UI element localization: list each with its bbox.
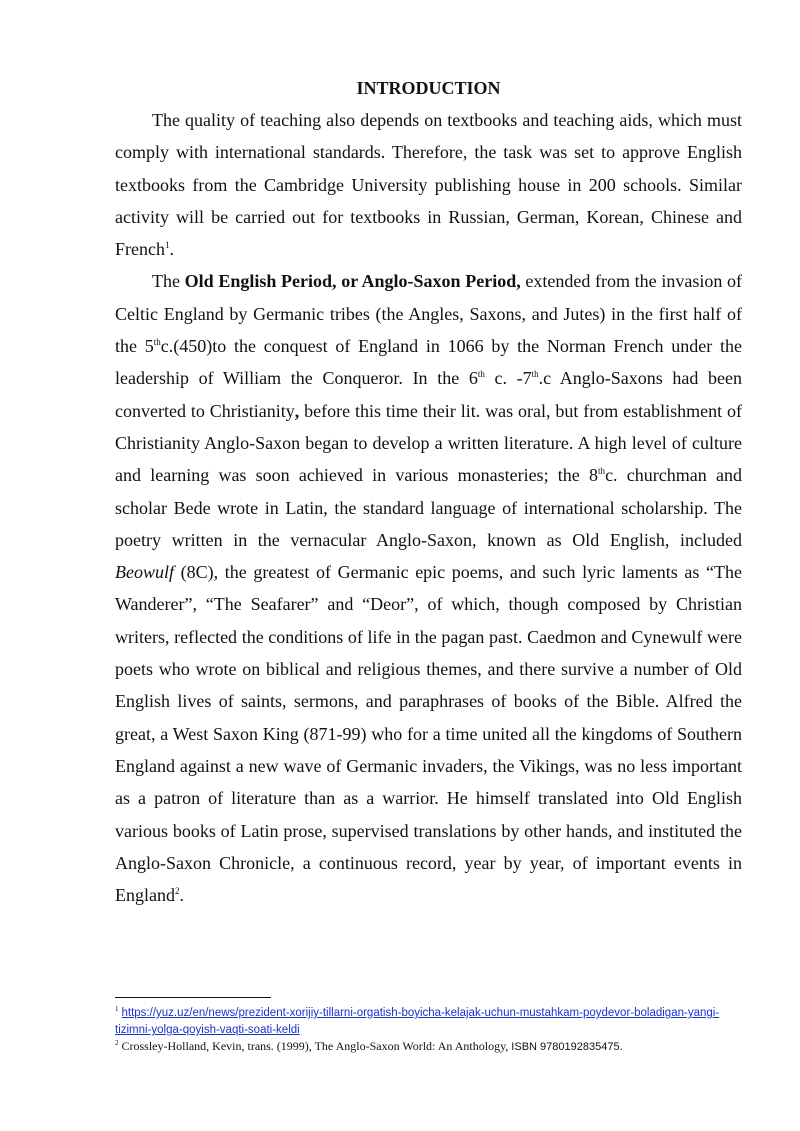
ordinal-suffix: th bbox=[477, 369, 485, 380]
footnote-ref-1[interactable]: 1 bbox=[164, 240, 170, 251]
ordinal-suffix: th bbox=[153, 337, 161, 348]
paragraph-text: c. -7 bbox=[484, 368, 532, 389]
footnote-marker: 1 bbox=[115, 1005, 119, 1013]
footnote-marker: 2 bbox=[115, 1039, 119, 1047]
ordinal-suffix: th bbox=[531, 369, 539, 380]
bold-term: Old English Period, or Anglo-Saxon Period, bbox=[184, 271, 521, 292]
paragraph-text-end: . bbox=[169, 239, 174, 260]
paragraph-text: The bbox=[152, 271, 185, 292]
bold-comma: , bbox=[294, 400, 300, 421]
paragraph-text: c. churchman and scholar Bede wrote in Latin, the standard language of international scholarship. The poetry written in the vernacular Anglo-Saxon, known as Old English, included bbox=[115, 465, 742, 550]
document-body bbox=[115, 72, 742, 911]
footnote-ref-2[interactable]: 2 bbox=[175, 886, 180, 897]
footnotes-section bbox=[115, 997, 742, 1055]
paragraph-text: extended from the invasion of Celtic England by Germanic tribes (the Angles, Saxons, and Jutes) in the first half of the 5 bbox=[115, 271, 742, 357]
footnote-text-end: . bbox=[619, 1039, 623, 1053]
italic-title: Beowulf bbox=[115, 562, 174, 583]
page-title: INTRODUCTION bbox=[356, 78, 501, 98]
paragraph-text: .c Anglo-Saxons had been converted to Christianity bbox=[115, 368, 742, 421]
ordinal-suffix: th bbox=[598, 466, 606, 477]
paragraph-text: (8C), the greatest of Germanic epic poems, and such lyric laments as “The Wanderer”, “The Seafarer” and “Deor”, of which, though composed by Christian writers, reflected the conditions of life in the pagan past. Caedmon and Cynewulf were poets who wrote on biblical and religious themes, and there survive a number of Old English lives of saints, sermons, and paraphrases of books of the Bible. Alfred the great, a West Saxon King (871-99) who for a time united all the kingdoms of Southern England against a new wave of Germanic invaders, the Vikings, was no less important as a patron of literature than as a warrior. He himself translated into Old English various books of Latin prose, supervised translations by other hands, and instituted the Anglo-Saxon Chronicle, a continuous record, year by year, of important events in England bbox=[115, 562, 742, 906]
paragraph-text: before this time their lit. was oral, but from establishment of Christianity Anglo-Saxon began to develop a written literature. A high level of culture and learning was soon achieved in various monasteries; the 8 bbox=[115, 400, 743, 486]
intro-paragraph bbox=[115, 104, 742, 265]
footnote-2 bbox=[115, 1038, 742, 1055]
footnote-text: Crossley-Holland, Kevin, trans. (1999), The Anglo-Saxon World: An Anthology, bbox=[118, 1039, 512, 1053]
paragraph-text: c.(450)to the conquest of England in 1066 by the Norman French under the leadership of William the Conqueror. In the 6 bbox=[115, 336, 742, 389]
footnote-separator bbox=[115, 997, 271, 998]
old-english-paragraph bbox=[115, 265, 742, 911]
footnote-link[interactable]: https://yuz.uz/en/news/prezident-xorijiy-tillarni-orgatish-boyicha-kelajak-uchun-mustahkam-poydevor-boladigan-yangi-tizimni-yolga-qoyish-vaqti-soati-keldi bbox=[115, 1007, 720, 1036]
isbn-text: ISBN 9780192835475 bbox=[511, 1041, 620, 1053]
paragraph-text-end: . bbox=[179, 885, 184, 906]
footnote-1 bbox=[115, 1004, 742, 1038]
paragraph-text: The quality of teaching also depends on textbooks and teaching aids, which must comply with international standards. Therefore, the task was set to approve English textbooks from the Cambridge University publishing house in 200 schools. Similar activity will be carried out for textbooks in Russian, German, Korean, Chinese and French bbox=[115, 110, 742, 260]
